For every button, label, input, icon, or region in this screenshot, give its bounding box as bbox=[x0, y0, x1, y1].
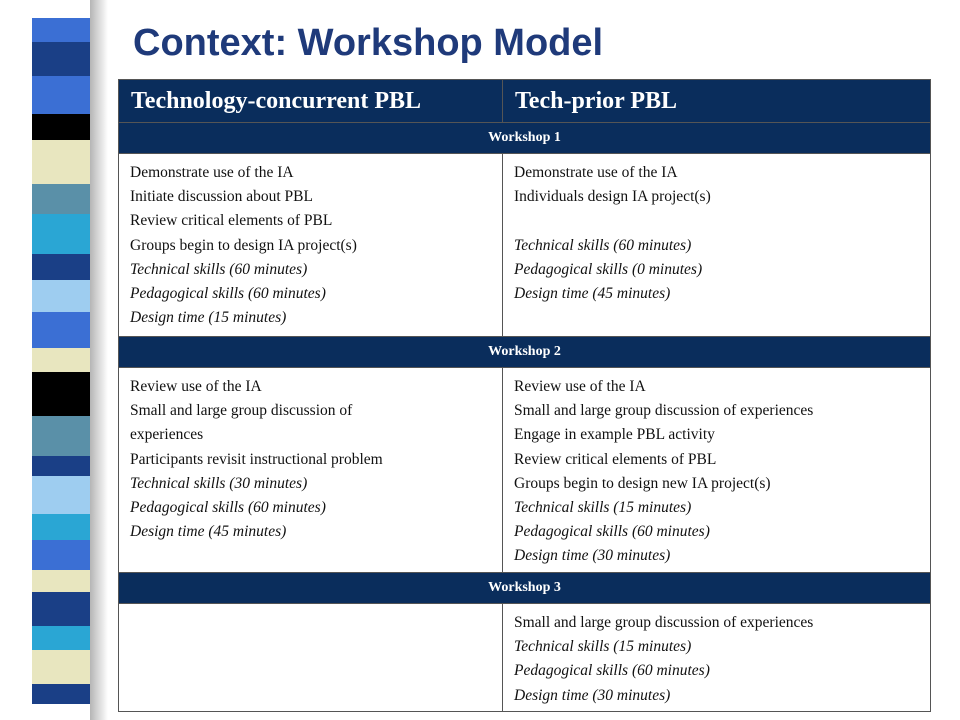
table-row bbox=[119, 154, 931, 337]
strip-block bbox=[32, 214, 90, 254]
header-row bbox=[119, 80, 931, 123]
strip-block bbox=[32, 514, 90, 540]
strip-block bbox=[32, 416, 90, 456]
workshop-label-row bbox=[119, 123, 931, 154]
strip-block bbox=[32, 348, 90, 372]
workshop-label: Workshop 2 bbox=[119, 337, 931, 368]
workshop-label-row bbox=[119, 573, 931, 604]
workshop-table bbox=[118, 79, 931, 712]
cell-line: Engage in example PBL activity bbox=[514, 426, 715, 444]
cell-line: Technical skills (15 minutes) bbox=[514, 499, 692, 517]
strip-block bbox=[32, 114, 90, 140]
cell-line: Technical skills (60 minutes) bbox=[514, 236, 692, 254]
table-cell bbox=[119, 604, 503, 712]
workshop-label: Workshop 3 bbox=[119, 573, 931, 604]
strip-block bbox=[32, 592, 90, 626]
cell-line: Technical skills (15 minutes) bbox=[514, 638, 692, 656]
strip-block bbox=[32, 18, 90, 42]
table-row bbox=[119, 368, 931, 573]
cell-line: Design time (45 minutes) bbox=[514, 285, 671, 303]
column-header: Tech-prior PBL bbox=[503, 80, 931, 123]
cell-line: Participants revisit instructional problem bbox=[130, 450, 383, 468]
strip-block bbox=[32, 626, 90, 650]
strip-block bbox=[32, 704, 90, 720]
strip-block bbox=[32, 372, 90, 416]
strip-block bbox=[32, 476, 90, 514]
cell-line: experiences bbox=[130, 426, 204, 444]
cell-line: Initiate discussion about PBL bbox=[130, 188, 313, 206]
strip-block bbox=[32, 42, 90, 76]
column-header: Technology-concurrent PBL bbox=[119, 80, 503, 123]
cell-line: Small and large group discussion of bbox=[130, 402, 353, 420]
table-cell bbox=[119, 154, 503, 337]
table-cell bbox=[119, 368, 503, 573]
cell-line: Design time (15 minutes) bbox=[130, 309, 287, 327]
cell-line: Design time (30 minutes) bbox=[514, 547, 671, 565]
strip-block bbox=[32, 456, 90, 476]
cell-line: Pedagogical skills (0 minutes) bbox=[514, 260, 703, 278]
strip-block bbox=[32, 570, 90, 592]
cell-line: Small and large group discussion of experiences bbox=[514, 614, 814, 631]
strip-block bbox=[32, 540, 90, 570]
cell-line bbox=[514, 209, 920, 233]
strip-block bbox=[32, 312, 90, 348]
cell-line: Small and large group discussion of experiences bbox=[514, 402, 814, 420]
cell-line: Groups begin to design IA project(s) bbox=[130, 236, 357, 254]
cell-line: Review critical elements of PBL bbox=[514, 450, 717, 468]
cell-line: Pedagogical skills (60 minutes) bbox=[514, 662, 710, 680]
strip-block bbox=[32, 280, 90, 312]
cell-line: Review use of the IA bbox=[514, 378, 646, 395]
strip-block bbox=[32, 650, 90, 684]
cell-line: Groups begin to design new IA project(s) bbox=[514, 474, 771, 492]
cell-line: Design time (30 minutes) bbox=[514, 686, 671, 704]
strip-block bbox=[32, 684, 90, 704]
table-row bbox=[119, 604, 931, 712]
cell-line: Demonstrate use of the IA bbox=[130, 164, 294, 181]
page-title: Context: Workshop Model bbox=[133, 22, 604, 64]
workshop-label: Workshop 1 bbox=[119, 123, 931, 154]
strip-block bbox=[32, 0, 90, 18]
table-cell bbox=[503, 604, 931, 712]
cell-line: Review critical elements of PBL bbox=[130, 212, 333, 230]
cell-line: Individuals design IA project(s) bbox=[514, 188, 711, 206]
cell-line: Review use of the IA bbox=[130, 378, 262, 395]
strip-shadow bbox=[90, 0, 108, 720]
cell-line: Design time (45 minutes) bbox=[130, 523, 287, 541]
cell-line: Technical skills (30 minutes) bbox=[130, 474, 308, 492]
cell-line: Pedagogical skills (60 minutes) bbox=[130, 285, 326, 303]
workshop-label-row bbox=[119, 337, 931, 368]
cell-line: Technical skills (60 minutes) bbox=[130, 260, 308, 278]
cell-line: Pedagogical skills (60 minutes) bbox=[130, 499, 326, 517]
strip-block bbox=[32, 140, 90, 184]
strip-block bbox=[32, 184, 90, 214]
table-cell bbox=[503, 154, 931, 337]
cell-line: Demonstrate use of the IA bbox=[514, 164, 678, 181]
table-cell bbox=[503, 368, 931, 573]
strip-block bbox=[32, 254, 90, 280]
strip-block bbox=[32, 76, 90, 114]
cell-line: Pedagogical skills (60 minutes) bbox=[514, 523, 710, 541]
